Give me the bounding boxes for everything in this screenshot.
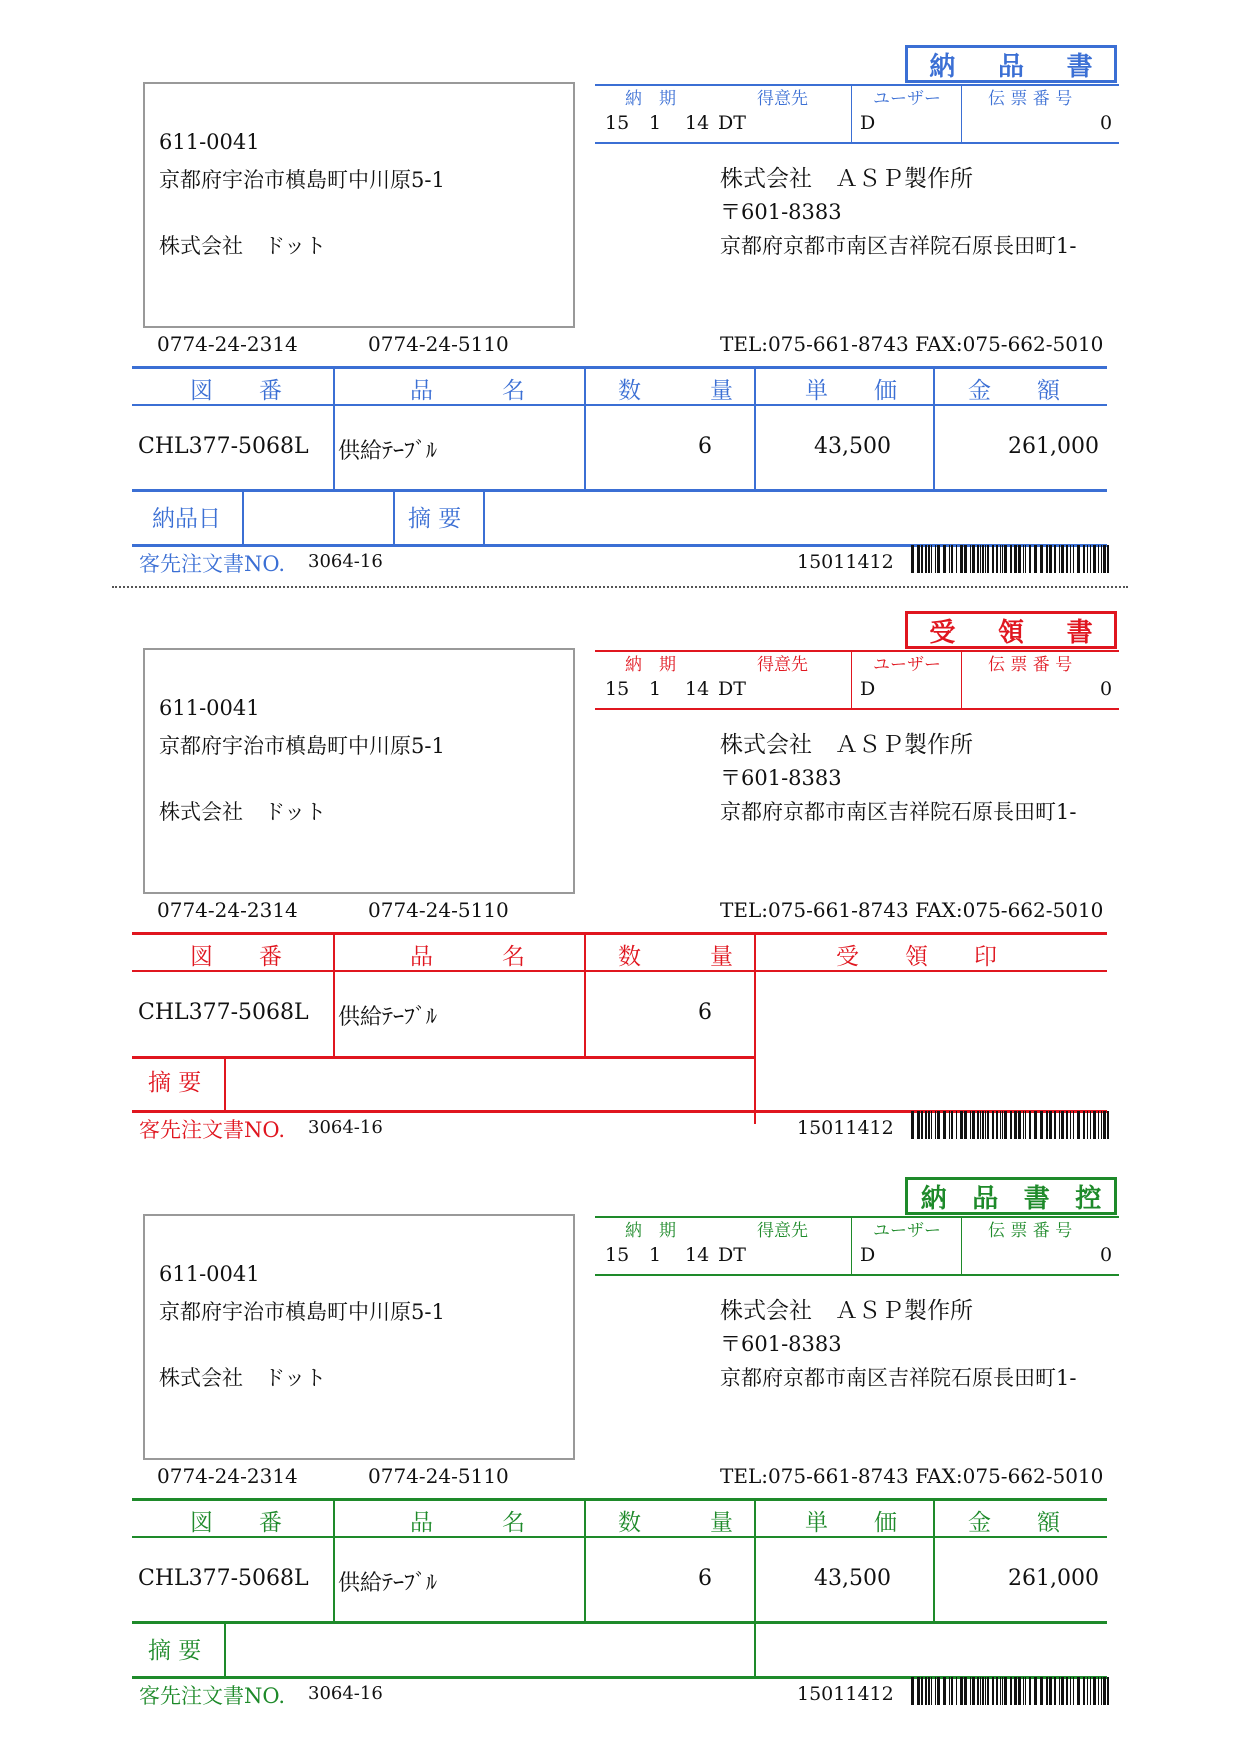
remarks-label: 摘 要 <box>148 1638 202 1664</box>
title-char: 控 <box>1075 1183 1102 1214</box>
due-year: 15 <box>605 112 630 134</box>
slip-number: 0 <box>1100 112 1113 134</box>
order-label: 客先注文書NO. <box>139 1118 286 1142</box>
sender-postal: 〒601-8383 <box>720 200 842 224</box>
column-divider <box>754 932 756 1124</box>
sender-tel-fax: TEL:075-661-8743 FAX:075-662-5010 <box>720 1464 1104 1488</box>
customer-name: 株式会社 ドット <box>159 800 327 824</box>
barcode-number: 15011412 <box>797 551 894 573</box>
slip-receipt <box>0 566 1240 1142</box>
col-qty: 数 量 <box>618 1510 733 1536</box>
column-divider <box>933 1498 935 1624</box>
title-char: 受 <box>929 617 956 648</box>
label-due: 納 期 <box>625 655 676 675</box>
customer-postal: 611-0041 <box>159 130 260 154</box>
slip-number: 0 <box>1100 1244 1113 1266</box>
title-char: 領 <box>998 617 1025 648</box>
rule-line <box>132 932 1107 935</box>
client-code: DT <box>718 1244 746 1266</box>
due-month: 1 <box>649 112 662 134</box>
item-product: 供給ﾃｰﾌﾞﾙ <box>338 1005 438 1030</box>
col-receipt-seal: 受 領 印 <box>836 944 997 970</box>
col-unit-price: 単 価 <box>805 378 897 404</box>
due-day: 14 <box>685 112 710 134</box>
col-drawing-no: 図 番 <box>190 378 282 404</box>
column-divider <box>933 366 935 492</box>
column-divider <box>333 1498 335 1624</box>
customer-address: 京都府宇治市槙島町中川原5-1 <box>159 734 445 758</box>
customer-address-box <box>143 82 575 328</box>
column-divider <box>333 932 335 1058</box>
title-char: 納 <box>920 1183 947 1214</box>
remarks-label: 摘 要 <box>408 506 462 532</box>
order-label: 客先注文書NO. <box>139 1684 286 1708</box>
label-client: 得意先 <box>757 89 808 109</box>
slip-delivery-copy <box>0 1132 1240 1708</box>
item-amount: 261,000 <box>1008 434 1099 459</box>
column-divider <box>224 1056 226 1112</box>
sender-name: 株式会社 ＡＳＰ製作所 <box>720 1298 973 1324</box>
due-day: 14 <box>685 678 710 700</box>
customer-address: 京都府宇治市槙島町中川原5-1 <box>159 168 445 192</box>
item-drawing-no: CHL377-5068L <box>138 1566 309 1591</box>
col-amount: 金 額 <box>968 1510 1060 1536</box>
due-month: 1 <box>649 678 662 700</box>
sender-name: 株式会社 ＡＳＰ製作所 <box>720 166 973 192</box>
col-product: 品 名 <box>410 944 525 970</box>
column-divider <box>584 1498 586 1624</box>
label-client: 得意先 <box>757 1221 808 1241</box>
sender-postal: 〒601-8383 <box>720 766 842 790</box>
rule-line <box>132 489 1107 492</box>
sender-address: 京都府京都市南区吉祥院石原長田町1- <box>720 800 1077 824</box>
column-divider <box>754 1498 756 1624</box>
order-label: 客先注文書NO. <box>139 552 286 576</box>
item-product: 供給ﾃｰﾌﾞﾙ <box>338 439 438 464</box>
col-qty: 数 量 <box>618 944 733 970</box>
title-char: 品 <box>998 51 1025 82</box>
col-product: 品 名 <box>410 378 525 404</box>
column-divider <box>754 366 756 492</box>
col-drawing-no: 図 番 <box>190 1510 282 1536</box>
column-divider <box>224 1624 226 1676</box>
barcode-number: 15011412 <box>797 1683 894 1705</box>
rule-line <box>132 1498 1107 1501</box>
slip-delivery <box>0 0 1240 576</box>
label-slip-no: 伝 票 番 号 <box>988 655 1073 675</box>
column-divider <box>584 366 586 492</box>
due-day: 14 <box>685 1244 710 1266</box>
column-divider <box>242 492 244 544</box>
column-divider <box>584 932 586 1058</box>
barcode-number: 15011412 <box>797 1117 894 1139</box>
column-divider <box>393 492 395 544</box>
customer-fax: 0774-24-5110 <box>368 332 509 356</box>
item-drawing-no: CHL377-5068L <box>138 1000 309 1025</box>
user-code: D <box>860 1244 876 1266</box>
customer-address-box <box>143 1214 575 1460</box>
client-code: DT <box>718 112 746 134</box>
label-user: ユーザー <box>873 655 941 675</box>
title-char: 品 <box>972 1183 999 1214</box>
sender-tel-fax: TEL:075-661-8743 FAX:075-662-5010 <box>720 332 1104 356</box>
slip-number: 0 <box>1100 678 1113 700</box>
client-code: DT <box>718 678 746 700</box>
rule-line <box>132 366 1107 369</box>
customer-address: 京都府宇治市槙島町中川原5-1 <box>159 1300 445 1324</box>
title-char: 書 <box>1066 51 1093 82</box>
column-divider <box>754 1624 756 1676</box>
item-drawing-no: CHL377-5068L <box>138 434 309 459</box>
customer-postal: 611-0041 <box>159 1262 260 1286</box>
order-number: 3064-16 <box>308 1683 383 1704</box>
order-number: 3064-16 <box>308 1117 383 1138</box>
sender-address: 京都府京都市南区吉祥院石原長田町1- <box>720 1366 1077 1390</box>
col-drawing-no: 図 番 <box>190 944 282 970</box>
title-char: 書 <box>1023 1183 1050 1214</box>
customer-tel: 0774-24-2314 <box>157 332 298 356</box>
item-amount: 261,000 <box>1008 1566 1099 1591</box>
title-char: 納 <box>929 51 956 82</box>
order-number: 3064-16 <box>308 551 383 572</box>
label-user: ユーザー <box>873 89 941 109</box>
slip-title-badge <box>905 611 1117 649</box>
customer-fax: 0774-24-5110 <box>368 1464 509 1488</box>
due-month: 1 <box>649 1244 662 1266</box>
due-year: 15 <box>605 1244 630 1266</box>
col-product: 品 名 <box>410 1510 525 1536</box>
col-qty: 数 量 <box>618 378 733 404</box>
sender-postal: 〒601-8383 <box>720 1332 842 1356</box>
due-year: 15 <box>605 678 630 700</box>
delivery-date-label: 納品日 <box>152 506 221 532</box>
item-unit-price: 43,500 <box>814 1566 891 1591</box>
sender-address: 京都府京都市南区吉祥院石原長田町1- <box>720 234 1077 258</box>
col-unit-price: 単 価 <box>805 1510 897 1536</box>
item-product: 供給ﾃｰﾌﾞﾙ <box>338 1571 438 1596</box>
sender-tel-fax: TEL:075-661-8743 FAX:075-662-5010 <box>720 898 1104 922</box>
column-divider <box>483 492 485 544</box>
customer-address-box <box>143 648 575 894</box>
label-slip-no: 伝 票 番 号 <box>988 89 1073 109</box>
customer-name: 株式会社 ドット <box>159 234 327 258</box>
user-code: D <box>860 678 876 700</box>
customer-name: 株式会社 ドット <box>159 1366 327 1390</box>
rule-line <box>132 1621 1107 1624</box>
customer-fax: 0774-24-5110 <box>368 898 509 922</box>
remarks-label: 摘 要 <box>148 1070 202 1096</box>
label-client: 得意先 <box>757 655 808 675</box>
label-slip-no: 伝 票 番 号 <box>988 1221 1073 1241</box>
item-unit-price: 43,500 <box>814 434 891 459</box>
slip-title-badge <box>905 1177 1117 1215</box>
column-divider <box>333 366 335 492</box>
customer-tel: 0774-24-2314 <box>157 1464 298 1488</box>
item-qty: 6 <box>698 434 712 459</box>
customer-tel: 0774-24-2314 <box>157 898 298 922</box>
customer-postal: 611-0041 <box>159 696 260 720</box>
title-char: 書 <box>1066 617 1093 648</box>
label-due: 納 期 <box>625 1221 676 1241</box>
sender-name: 株式会社 ＡＳＰ製作所 <box>720 732 973 758</box>
item-qty: 6 <box>698 1000 712 1025</box>
slip-title-badge <box>905 45 1117 83</box>
col-amount: 金 額 <box>968 378 1060 404</box>
label-user: ユーザー <box>873 1221 941 1241</box>
user-code: D <box>860 112 876 134</box>
label-due: 納 期 <box>625 89 676 109</box>
barcode-icon <box>911 1677 1116 1705</box>
item-qty: 6 <box>698 1566 712 1591</box>
